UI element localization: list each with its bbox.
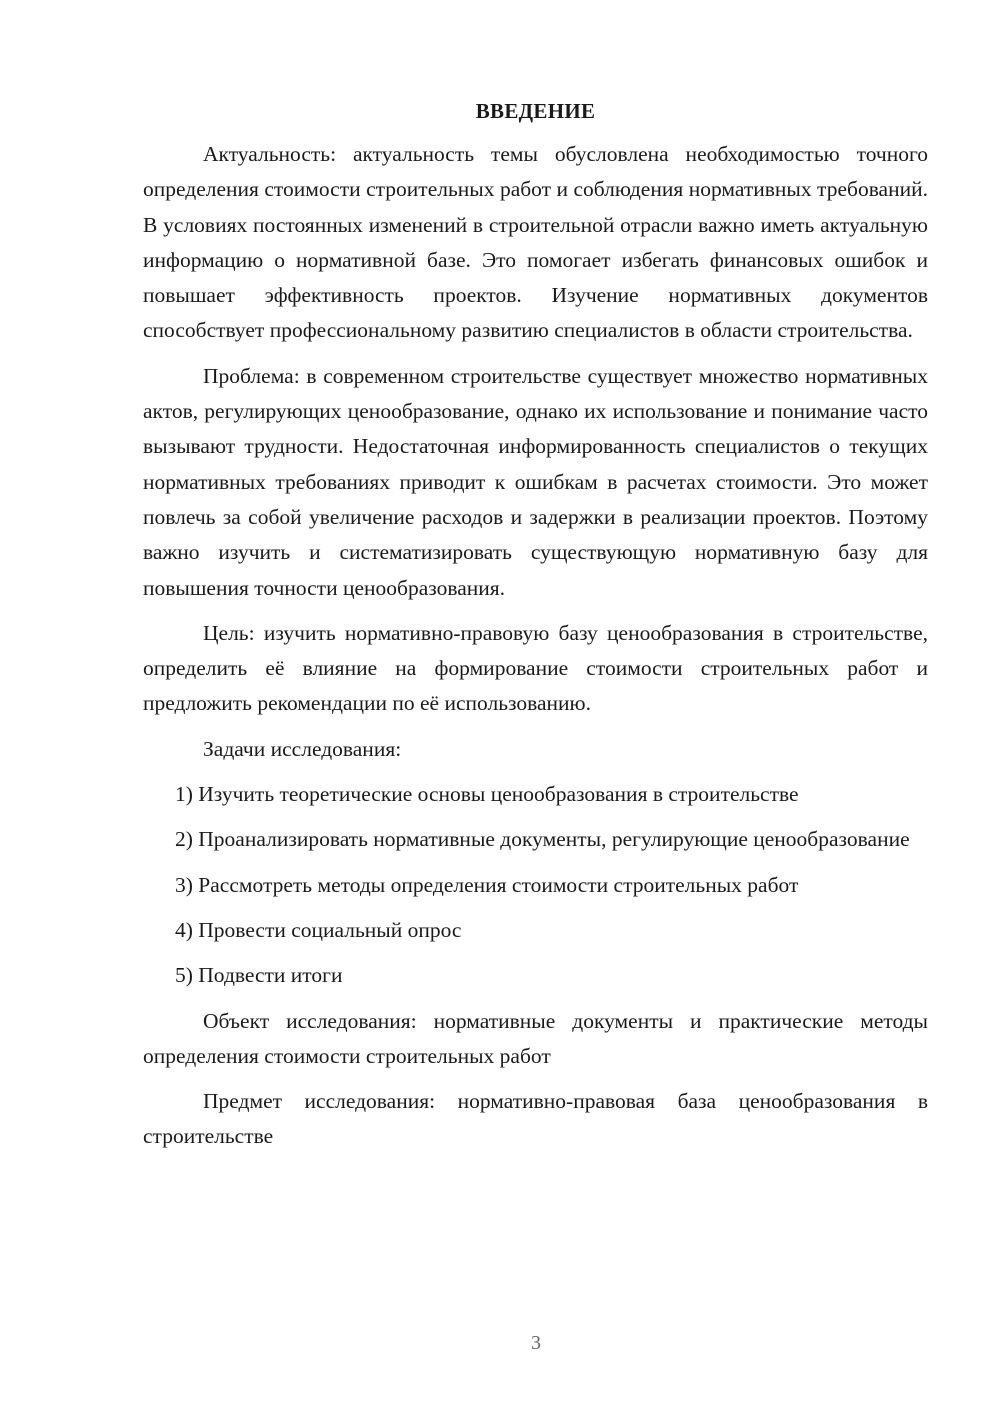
goal-paragraph: Цель: изучить нормативно-правовую базу ценообразования в строительстве, определить её влияние на формирование стоимости строительных работ и предложить рекомендации по её использованию. — [143, 620, 928, 716]
list-item: 3) Рассмотреть методы определения стоимости строительных работ — [175, 872, 799, 897]
list-item: 2) Проанализировать нормативные документы, регулирующие ценообразование — [175, 827, 910, 852]
subject-paragraph: Предмет исследования: нормативно-правовая база ценообразования в строительстве — [143, 1089, 928, 1149]
relevance-paragraph: Актуальность: актуальность темы обусловлена необходимостью точного определения стоимости строительных работ и соблюдения нормативных требований. В условиях постоянных изменений в строительной отрасли важно иметь актуальную информацию о нормативной базе. Это помогает избегать финансовых ошибок и повышает эффективность проектов. Изучение нормативных документов способствует профессиональному развитию специалистов в области строительства. — [143, 142, 928, 343]
tasks-list — [143, 777, 928, 993]
object-paragraph: Объект исследования: нормативные документы и практические методы определения стоимости строительных работ — [143, 1008, 928, 1068]
tasks-heading: Задачи исследования: — [203, 736, 402, 761]
page-title: ВВЕДЕНИЕ — [475, 99, 596, 123]
page-content — [143, 94, 928, 1155]
problem-paragraph: Проблема: в современном строительстве существует множество нормативных актов, регулирующих ценообразование, однако их использование и понимание часто вызывают трудности. Недостаточная информированность специалистов о текущих нормативных требованиях приводит к ошибкам в расчетах стоимости. Это может повлечь за собой увеличение расходов и задержки в реализации проектов. Поэтому важно изучить и систематизировать существующую нормативную базу для повышения точности ценообразования. — [143, 363, 928, 600]
page-number: 3 — [531, 1332, 541, 1354]
list-item: 5) Подвести итоги — [175, 963, 343, 988]
list-item: 1) Изучить теоретические основы ценообразования в строительстве — [175, 782, 799, 807]
list-item: 4) Провести социальный опрос — [175, 917, 462, 942]
